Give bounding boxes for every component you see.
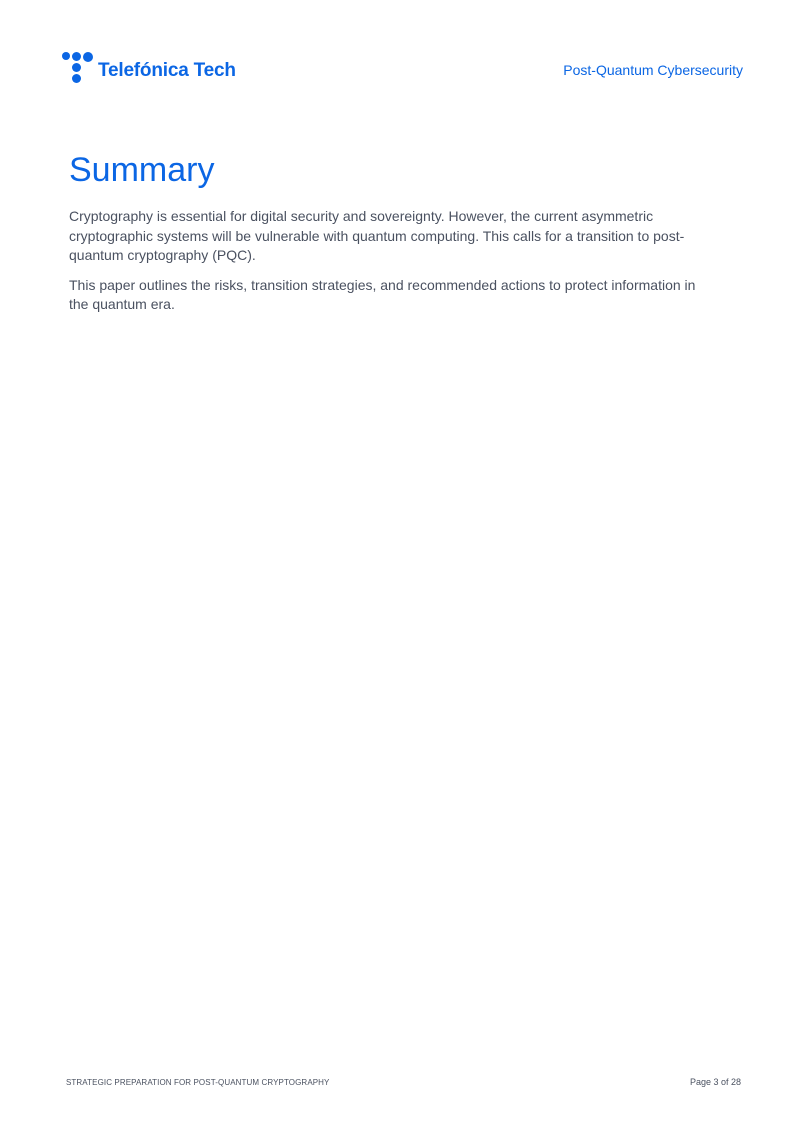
brand-name: Telefónica Tech	[98, 59, 236, 81]
footer-document-title: STRATEGIC PREPARATION FOR POST-QUANTUM CRYPTOGRAPHY	[66, 1078, 330, 1087]
page-title: Summary	[69, 151, 215, 189]
summary-paragraph-2: This paper outlines the risks, transition strategies, and recommended actions to protect information in the quantum era.	[69, 276, 696, 313]
brand-logo	[62, 52, 236, 84]
section-title: Post-Quantum Cybersecurity	[563, 62, 743, 78]
page-header	[0, 0, 800, 120]
page-number: Page 3 of 28	[689, 1077, 741, 1087]
summary-paragraph-1: Cryptography is essential for digital security and sovereignty. However, the current asymmetric cryptographic systems will be vulnerable with quantum computing. This calls for a transition to post-quantum cryptography (PQC).	[69, 208, 685, 264]
telefonica-dots-logo-icon	[62, 52, 94, 84]
main-content	[69, 152, 709, 325]
